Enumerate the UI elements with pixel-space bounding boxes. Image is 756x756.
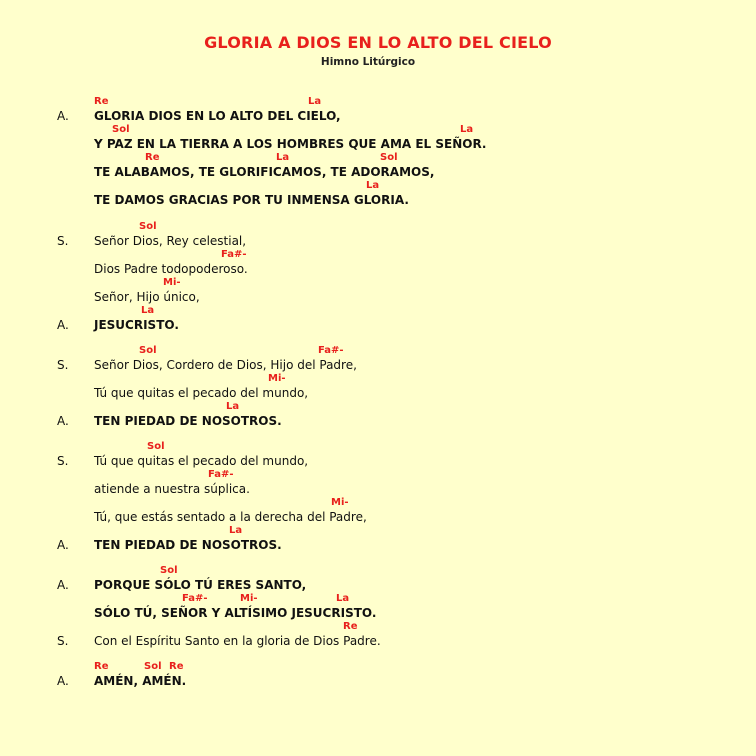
speaker-marker: S.	[57, 234, 69, 248]
chord-label: La	[226, 401, 240, 412]
speaker-marker: A.	[57, 414, 69, 428]
chord-row	[94, 249, 714, 261]
chord-label: Mi-	[268, 373, 286, 384]
chord-row	[94, 124, 714, 136]
lyric-line	[0, 305, 756, 333]
lyric-line	[0, 661, 756, 689]
speaker-marker: A.	[57, 674, 69, 688]
lyric-line	[0, 525, 756, 553]
chord-label: Fa#-	[208, 469, 234, 480]
lyric-line	[0, 152, 756, 180]
lyric-text: TE DAMOS GRACIAS POR TU INMENSA GLORIA.	[94, 193, 409, 207]
lyric-text: Tú que quitas el pecado del mundo,	[94, 454, 309, 468]
lyric-text: JESUCRISTO.	[94, 318, 179, 332]
lyric-line	[0, 277, 756, 305]
chord-label: Re	[94, 96, 109, 107]
lyric-line	[0, 124, 756, 152]
lyric-line	[0, 249, 756, 277]
chord-row	[94, 401, 714, 413]
lyric-line	[0, 593, 756, 621]
chord-label: Re	[145, 152, 160, 163]
lyric-text: Con el Espíritu Santo en la gloria de Dios Padre.	[94, 634, 381, 648]
lyric-text: Tú, que estás sentado a la derecha del Padre,	[94, 510, 367, 524]
chord-label: La	[308, 96, 322, 107]
chord-label: La	[336, 593, 350, 604]
lyric-line	[0, 180, 756, 208]
chord-label: Fa#-	[221, 249, 247, 260]
chord-row	[94, 525, 714, 537]
lyric-text: TEN PIEDAD DE NOSOTROS.	[94, 414, 282, 428]
chord-row	[94, 469, 714, 481]
chord-label: Sol	[380, 152, 398, 163]
lyric-line	[0, 221, 756, 249]
lyric-line	[0, 469, 756, 497]
lyric-text: GLORIA DIOS EN LO ALTO DEL CIELO,	[94, 109, 341, 123]
chord-row	[94, 96, 714, 108]
chord-row	[94, 661, 714, 673]
chord-row	[94, 345, 714, 357]
chord-label: La	[460, 124, 474, 135]
chord-row	[94, 621, 714, 633]
speaker-marker: S.	[57, 358, 69, 372]
lyric-text: Señor, Hijo único,	[94, 290, 200, 304]
lyric-line	[0, 401, 756, 429]
speaker-marker: S.	[57, 634, 69, 648]
chord-label: Fa#-	[318, 345, 344, 356]
lyric-text: Señor Dios, Cordero de Dios, Hijo del Padre,	[94, 358, 357, 372]
lyric-text: atiende a nuestra súplica.	[94, 482, 250, 496]
chord-row	[94, 305, 714, 317]
chord-label: Sol	[147, 441, 165, 452]
speaker-marker: A.	[57, 318, 69, 332]
chord-label: Sol	[112, 124, 130, 135]
lyric-text: TE ALABAMOS, TE GLORIFICAMOS, TE ADORAMOS,	[94, 165, 435, 179]
lyric-text: TEN PIEDAD DE NOSOTROS.	[94, 538, 282, 552]
speaker-marker: A.	[57, 109, 69, 123]
chord-label: La	[276, 152, 290, 163]
lyric-line	[0, 373, 756, 401]
song-subtitle: Himno Litúrgico	[320, 56, 416, 68]
lyric-text: AMÉN, AMÉN.	[94, 674, 187, 688]
chord-label: La	[366, 180, 380, 191]
chord-label: La	[229, 525, 243, 536]
lyric-text: SÓLO TÚ, SEÑOR Y ALTÍSIMO JESUCRISTO.	[94, 606, 377, 620]
lyric-line	[0, 96, 756, 124]
chord-row	[94, 593, 714, 605]
lyric-text: Señor Dios, Rey celestial,	[94, 234, 247, 248]
chord-row	[94, 497, 714, 509]
lyric-line	[0, 497, 756, 525]
chord-row	[94, 373, 714, 385]
chord-label: Sol	[139, 221, 157, 232]
speaker-marker: A.	[57, 578, 69, 592]
chord-label: Mi-	[331, 497, 349, 508]
speaker-marker: S.	[57, 454, 69, 468]
chord-label: Re	[343, 621, 358, 632]
chord-row	[94, 565, 714, 577]
lyric-line	[0, 565, 756, 593]
chord-row	[94, 180, 714, 192]
chord-row	[94, 221, 714, 233]
chord-label: Mi-	[240, 593, 258, 604]
lyric-text: Y PAZ EN LA TIERRA A LOS HOMBRES QUE AMA EL SEÑOR.	[94, 137, 487, 151]
chord-label: Mi-	[163, 277, 181, 288]
song-title: GLORIA A DIOS EN LO ALTO DEL CIELO	[204, 33, 552, 52]
chord-label: Re	[94, 661, 109, 672]
lyric-text: Tú que quitas el pecado del mundo,	[94, 386, 309, 400]
chord-row	[94, 441, 714, 453]
chord-label: Sol	[160, 565, 178, 576]
chord-row	[94, 152, 714, 164]
chord-label: La	[141, 305, 155, 316]
chord-label: Re	[169, 661, 184, 672]
lyric-line	[0, 345, 756, 373]
lyric-text: PORQUE SÓLO TÚ ERES SANTO,	[94, 578, 307, 592]
chord-label: Sol	[144, 661, 162, 672]
chord-label: Sol	[139, 345, 157, 356]
chord-label: Fa#-	[182, 593, 208, 604]
lyric-text: Dios Padre todopoderoso.	[94, 262, 248, 276]
chord-row	[94, 277, 714, 289]
lyric-line	[0, 441, 756, 469]
lyric-line	[0, 621, 756, 649]
speaker-marker: A.	[57, 538, 69, 552]
